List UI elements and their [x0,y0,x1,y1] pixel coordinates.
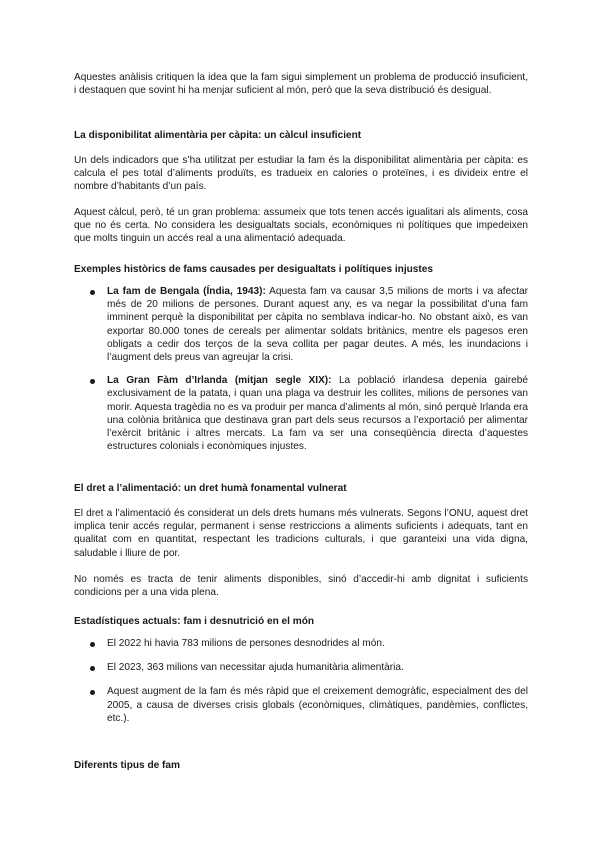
availability-paragraph-1: Un dels indicadors que s’ha utilitzat per estudiar la fam és la disponibilitat alimentària per càpita: es calcula el pes total d’aliments produïts, es tradueix en calories o proteïnes, i es divideix entre el nombre d’habitants d’un país. [74,155,528,193]
stats-heading: Estadístiques actuals: fam i desnutrició en el món [74,616,315,627]
intro-paragraph: Aquestes anàlisis critiquen la idea que la fam sigui simplement un problema de producció insuficient, i destaquen que sovint hi ha menjar suficient al món, però que la seva distribució és desigual. [74,72,528,97]
item-text: Aquest augment de la fam és més ràpid que el creixement demogràfic, especialment des del 2005, a causa de diverses crisis globals (econòmiques, climàtiques, pandèmies, conflictes, etc.). [107,686,528,724]
item-lead: La fam de Bengala (Índia, 1943): [107,286,266,297]
bullet-icon [90,690,95,695]
bullet-icon [90,290,95,295]
stats-list [74,637,528,725]
availability-heading: La disponibilitat alimentària per càpita: un càlcul insuficient [74,130,362,141]
list-item [74,374,528,453]
bullet-icon [90,379,95,384]
list-item [74,637,528,650]
bullet-icon [90,666,95,671]
list-item [74,661,528,674]
item-text: Aquesta fam va causar 3,5 milions de morts i va afectar més de 20 milions de persones. Durant aquest any, es va negar la possibilitat d’una fam imminent perquè la disponibilitat per càpita no semblava indicar-ho. No obstant això, es van exportar 80.000 tones de cereals per alimentar soldats britànics, mentre els pagesos eren obligats a cedir dos terços de la seva collita per pagar deutes. A més, les inundacions i l’augment dels preus van agreujar la crisi. [107,286,528,364]
availability-paragraph-2: Aquest càlcul, però, té un gran problema: assumeix que tots tenen accés igualitari als aliments, cosa que no és certa. No considera les desigualtats socials, econòmiques ni polítiques que impedeixen que molts tinguin un accés real a una alimentació adequada. [74,207,528,245]
right-paragraph-1: El dret a l’alimentació és considerat un dels drets humans més vulnerats. Segons l’ONU, aquest dret implica tenir accés regular, permanent i sense restriccions a aliments suficients i adequats, tant en qualitat com en quantitat, respectant les tradicions culturals, i que garanteixi una vida digna, saludable i lliure de por. [74,508,528,559]
item-text: La població irlandesa depenia gairebé exclusivament de la patata, i quan una plaga va destruir les collites, milions de persones van morir. Aquesta tragèdia no es va produir per manca d’aliments al món, sinó perquè Irlanda era una colònia britànica que destinava gran part dels seus recursos a l’exportació per alimentar l’exèrcit britànic i altres mercats. La fam va ser una conseqüència directa d’aquestes estructures colonials i econòmiques injustes. [107,375,528,453]
types-heading: Diferents tipus de fam [74,760,181,771]
list-item [74,685,528,725]
item-text: El 2022 hi havia 783 milions de persones desnodrides al món. [107,638,385,649]
item-lead: La Gran Fàm d’Irlanda (mitjan segle XIX): [107,375,332,387]
historic-list [74,285,528,453]
right-paragraph-2: No només es tracta de tenir aliments disponibles, sinó d’accedir-hi amb dignitat i suficients condicions per a una vida plena. [74,574,528,599]
list-item [74,285,528,364]
item-text: El 2023, 363 milions van necessitar ajuda humanitària alimentària. [107,662,404,674]
bullet-icon [90,642,95,647]
historic-heading: Exemples històrics de fams causades per desigualtats i polítiques injustes [74,264,434,275]
right-heading: El dret a l’alimentació: un dret humà fonamental vulnerat [74,483,347,494]
